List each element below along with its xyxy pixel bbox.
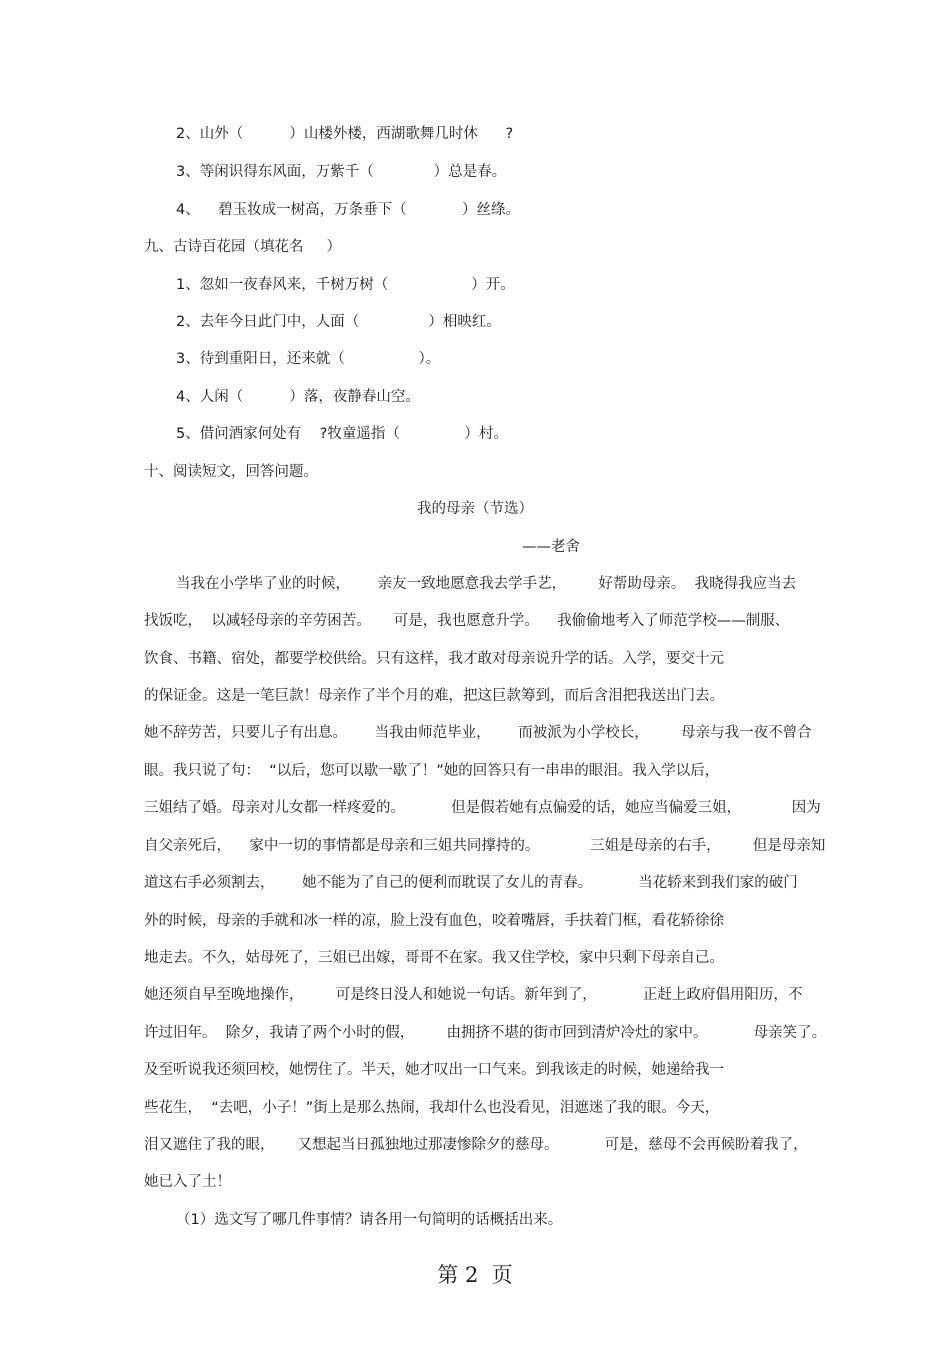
- fill-item: 3、等闲识得东风面，万紫千（ ）总是春。: [176, 164, 507, 180]
- passage-line: 她不辞劳苦，只要儿子有出息。 当我由师范毕业， 而被派为小学校长， 母亲与我一夜不曾合: [144, 725, 812, 741]
- fill-item: 4、人闲（ ）落，夜静春山空。: [176, 389, 420, 405]
- question-text: （1）选文写了哪几件事情？请各用一句简明的话概括出来。: [176, 1212, 563, 1228]
- passage-line: 她还须自早至晚地操作， 可是终日没人和她说一句话。新年到了， 正赶上政府倡用阳历，不: [144, 987, 803, 1003]
- fill-item: 2、山外（ ）山楼外楼，西湖歌舞几时休 ?: [176, 126, 514, 142]
- passage-line: 她已入了土！: [144, 1174, 231, 1190]
- page-number: 第 2 页: [437, 1263, 513, 1287]
- section-heading: 十、阅读短文，回答问题。: [144, 464, 318, 480]
- passage-line: 三姐结了婚。母亲对儿女都一样疼爱的。 但是假若她有点偏爱的话，她应当偏爱三姐， 因为: [144, 800, 821, 816]
- passage-line: 自父亲死后， 家中一切的事情都是母亲和三姐共同撑持的。 三姐是母亲的右手， 但是母亲知: [144, 838, 826, 854]
- passage-line: 当我在小学毕了业的时候， 亲友一致地愿意我去学手艺， 好帮助母亲。 我晓得我应当去: [176, 576, 797, 592]
- passage-line: 许过旧年。 除夕，我请了两个小时的假， 由拥挤不堪的街市回到清炉冷灶的家中。 母亲笑了。: [144, 1025, 827, 1041]
- passage-line: 饮食、书籍、宿处，都要学校供给。只有这样，我才敢对母亲说升学的话。入学，要交十元: [144, 651, 724, 667]
- fill-item: 3、待到重阳日，还来就（ ）。: [176, 351, 441, 367]
- passage-line: 找饭吃， 以减轻母亲的辛劳困苦。 可是，我也愿意升学。 我偷偷地考入了师范学校——制服、: [144, 613, 790, 629]
- passage-line: 些花生， “去吧，小子！”街上是那么热闹，我却什么也没看见，泪遮迷了我的眼。今天，: [144, 1100, 720, 1116]
- passage-author: ——老舍: [522, 539, 580, 555]
- section-heading: 九、古诗百花园（填花名 ）: [144, 239, 342, 255]
- passage-line: 地走去。不久，姑母死了，三姐已出嫁，哥哥不在家。我又住学校，家中只剩下母亲自己。: [144, 950, 724, 966]
- passage-line: 及至听说我还须回校，她愣住了。半天，她才叹出一口气来。到我该走的时候，她递给我一: [144, 1062, 724, 1078]
- passage-title: 我的母亲（节选）: [417, 501, 533, 517]
- passage-line: 眼。我只说了句： “以后，您可以歇一歇了！”她的回答只有一串串的眼泪。我入学以后，: [144, 763, 720, 779]
- passage-line: 道这右手必须割去， 她不能为了自己的便利而耽误了女儿的青春。 当花轿来到我们家的破门: [144, 875, 798, 891]
- fill-item: 2、去年今日此门中，人面（ ）相映红。: [176, 314, 501, 330]
- passage-line: 的保证金。这是一笔巨款！母亲作了半个月的难，把这巨款筹到，而后含泪把我送出门去。: [144, 688, 724, 704]
- passage-line: 泪又遮住了我的眼， 又想起当日孤独地过那凄惨除夕的慈母。 可是，慈母不会再候盼着我了，: [144, 1137, 808, 1153]
- fill-item: 5、借问酒家何处有 ?牧童遥指（ ）村。: [176, 426, 508, 442]
- fill-item: 4、 碧玉妆成一树高，万条垂下（ ）丝绦。: [176, 202, 520, 218]
- fill-item: 1、忽如一夜春风来，千树万树（ ）开。: [176, 277, 515, 293]
- passage-line: 外的时候，母亲的手就和冰一样的凉，脸上没有血色，咬着嘴唇，手扶着门框，看花轿徐徐: [144, 913, 724, 929]
